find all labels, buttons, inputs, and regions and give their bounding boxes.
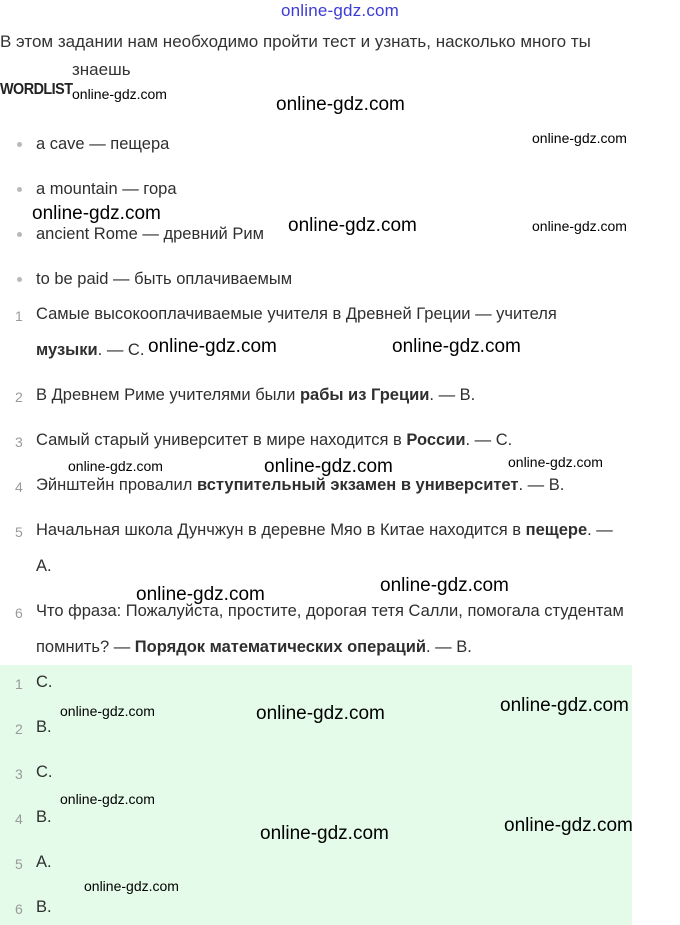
answer-text: C. [36,673,53,691]
watermark-text: online-gdz.com [60,703,155,719]
watermark-text: online-gdz.com [68,458,163,474]
watermark-text: online-gdz.com [84,878,179,894]
wordlist-item: ancient Rome — древний Рим [36,225,264,243]
answer-emphasis: рабы из Греции [299,386,430,404]
wordlist-title: WORDLIST [0,81,73,98]
answer-emphasis: Порядок математических операций [134,638,426,656]
statement-line [36,521,613,540]
intro-text: В этом задании нам необходимо пройти тест и узнать, насколько много ты [0,32,591,51]
answer-number: 4 [15,811,23,827]
statement-number: 1 [15,308,23,324]
statement-number: 2 [15,389,23,405]
answer-emphasis: России [406,431,466,449]
intro-cut-line: знаешь [72,60,131,79]
statement-text: А. [36,557,52,575]
statement-text: . — В. [518,476,565,494]
answer-emphasis: музыки [36,341,98,359]
statement-line [36,305,557,324]
statement-number: 4 [15,479,23,495]
statement-text: . — С. [465,431,513,449]
header-watermark: online-gdz.com [280,1,400,20]
bullet-icon [17,277,22,282]
statement-text: . — В. [429,386,476,404]
bullet-icon [17,187,22,192]
watermark-text: online-gdz.com [532,130,627,146]
watermark-text: online-gdz.com [260,823,389,844]
watermark-text: online-gdz.com [504,815,633,836]
wordlist-item: a mountain — гора [36,180,177,198]
statement-line [36,386,475,405]
statement-text: Начальная школа Дунчжун в деревне Мяо в Китае находится в [36,521,526,539]
statement-line [36,557,52,576]
statement-line [36,602,624,621]
statement-line [36,341,144,360]
answer-text: A. [36,853,52,871]
statement-text: . — В. [426,638,472,656]
answer-number: 5 [15,856,23,872]
answer-text: B. [36,808,52,826]
answer-emphasis: пещере [525,521,588,539]
watermark-text: online-gdz.com [60,791,155,807]
watermark-text: online-gdz.com [288,215,417,236]
statement-text: В Древнем Риме учителями были [36,386,300,404]
watermark-text: online-gdz.com [500,695,629,716]
statement-line [36,638,472,657]
statement-line [36,476,564,495]
statement-number: 6 [15,605,23,621]
watermark-text: online-gdz.com [256,703,385,724]
answer-number: 6 [15,901,23,917]
watermark-text: online-gdz.com [532,218,627,234]
watermark-text: online-gdz.com [508,454,603,470]
statement-line [36,431,512,450]
statement-text: Самый старый университет в мире находится в [36,431,407,449]
answer-emphasis: вступительный экзамен в университет [197,476,519,494]
bullet-icon [17,142,22,147]
watermark-text: online-gdz.com [72,86,167,102]
watermark-text: online-gdz.com [276,94,405,115]
answer-number: 3 [15,766,23,782]
bullet-icon [17,232,22,237]
statement-text: Что фраза: Пожалуйста, простите, дорогая тетя Салли, помогала студентам [36,602,624,620]
answer-number: 2 [15,721,23,737]
statement-number: 3 [15,434,23,450]
watermark-text: online-gdz.com [136,584,265,605]
wordlist-item: a cave — пещера [36,135,170,153]
watermark-text: online-gdz.com [148,336,277,357]
statement-text: . — С. [97,341,145,359]
watermark-text: online-gdz.com [32,203,161,224]
statement-text: Эйнштейн провалил [36,476,197,494]
answer-text: C. [36,763,53,781]
statement-text: помнить? — [36,638,135,656]
answer-text: B. [36,898,52,916]
answer-text: B. [36,718,52,736]
statement-number: 5 [15,524,23,540]
watermark-text: online-gdz.com [392,336,521,357]
statement-text: . — [587,521,613,539]
statement-text: Самые высокооплачиваемые учителя в Древней Греции — учителя [36,305,557,323]
wordlist-item: to be paid — быть оплачиваемым [36,270,293,288]
answer-number: 1 [15,676,23,692]
watermark-text: online-gdz.com [380,575,509,596]
watermark-text: online-gdz.com [264,456,393,477]
